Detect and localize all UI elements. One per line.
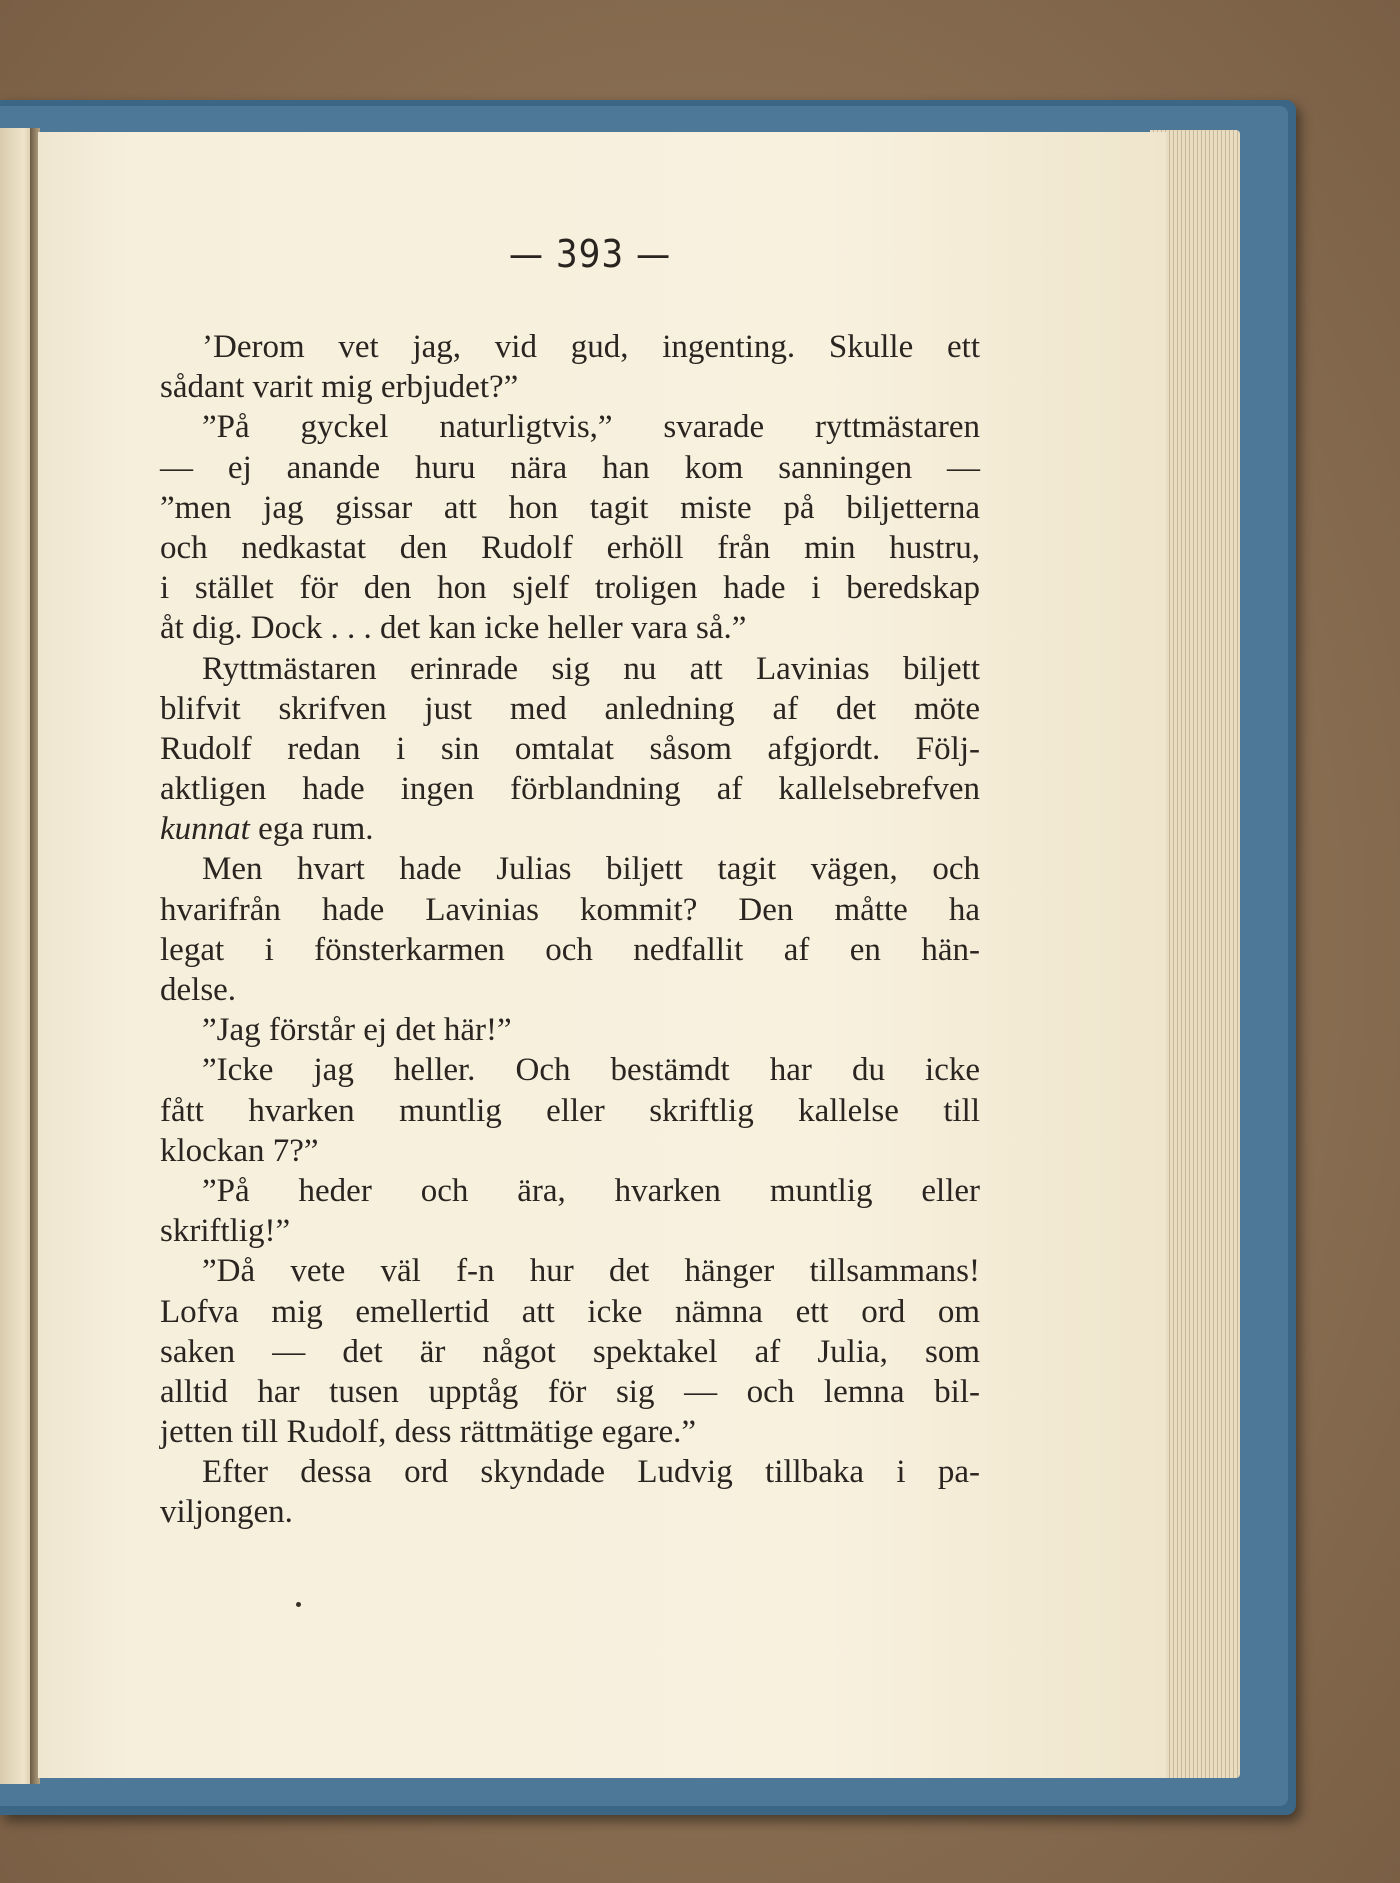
text-line-rest: ega rum. — [258, 811, 374, 848]
text-line: Rudolf redan i sin omtalat såsom afgjordt. Följ- — [160, 730, 980, 767]
text-line: delse. — [160, 972, 237, 1008]
text-line: ’Derom vet jag, vid gud, ingenting. Skulle ett — [202, 329, 980, 365]
page-text — [160, 327, 980, 1533]
text-line: ”På heder och ära, hvarken muntlig eller — [202, 1172, 980, 1209]
text-line: sådant varit mig erbjudet?” — [160, 369, 519, 406]
text-line: Lofva mig emellertid att icke nämna ett ord om — [160, 1293, 980, 1330]
text-line: och nedkastat den Rudolf erhöll från min hustru, — [160, 529, 980, 566]
text-line: legat i fönsterkarmen och nedfallit af en hän- — [160, 931, 980, 968]
text-line: jetten till Rudolf, dess rättmätige egare.” — [160, 1414, 697, 1451]
page-number: — 393 — — [508, 232, 672, 276]
text-line: fått hvarken muntlig eller skriftlig kallelse till — [160, 1092, 980, 1129]
text-line: viljongen. — [160, 1494, 293, 1531]
text-line: hvarifrån hade Lavinias kommit? Den måtte ha — [160, 891, 980, 928]
ink-speck — [296, 1602, 301, 1607]
text-line — [160, 809, 980, 849]
text-line: klockan 7?” — [160, 1132, 319, 1169]
text-line: — ej anande huru nära han kom sanningen — — [160, 449, 980, 486]
text-line: ”men jag gissar att hon tagit miste på biljetterna — [160, 489, 980, 526]
book-page — [38, 132, 1166, 1778]
text-line: ”Då vete väl f-n hur det hänger tillsammans! — [202, 1253, 980, 1290]
text-line: ”Icke jag heller. Och bestämdt har du icke — [202, 1052, 980, 1089]
text-line: Ryttmästaren erinrade sig nu att Lavinias biljett — [202, 650, 980, 687]
text-line: alltid har tusen upptåg för sig — och lemna bil- — [160, 1373, 980, 1410]
left-page-sliver — [0, 128, 34, 1784]
italic-word: kunnat — [160, 811, 250, 848]
text-line: i stället för den hon sjelf troligen hade i beredskap — [160, 570, 980, 607]
text-line: blifvit skrifven just med anledning af det möte — [160, 690, 980, 727]
text-line: Men hvart hade Julias biljett tagit vägen, och — [202, 851, 980, 888]
text-line: Efter dessa ord skyndade Ludvig tillbaka i pa- — [202, 1454, 980, 1491]
text-line: ”Jag förstår ej det här!” — [202, 1012, 512, 1049]
text-line: skriftlig!” — [160, 1213, 291, 1250]
text-line: saken — det är något spektakel af Julia, som — [160, 1333, 980, 1370]
text-line: åt dig. Dock . . . det kan icke heller vara så.” — [160, 610, 747, 647]
text-line: aktligen hade ingen förblandning af kallelsebrefven — [160, 771, 980, 808]
text-line: ”På gyckel naturligtvis,” svarade ryttmästaren — [202, 409, 980, 446]
